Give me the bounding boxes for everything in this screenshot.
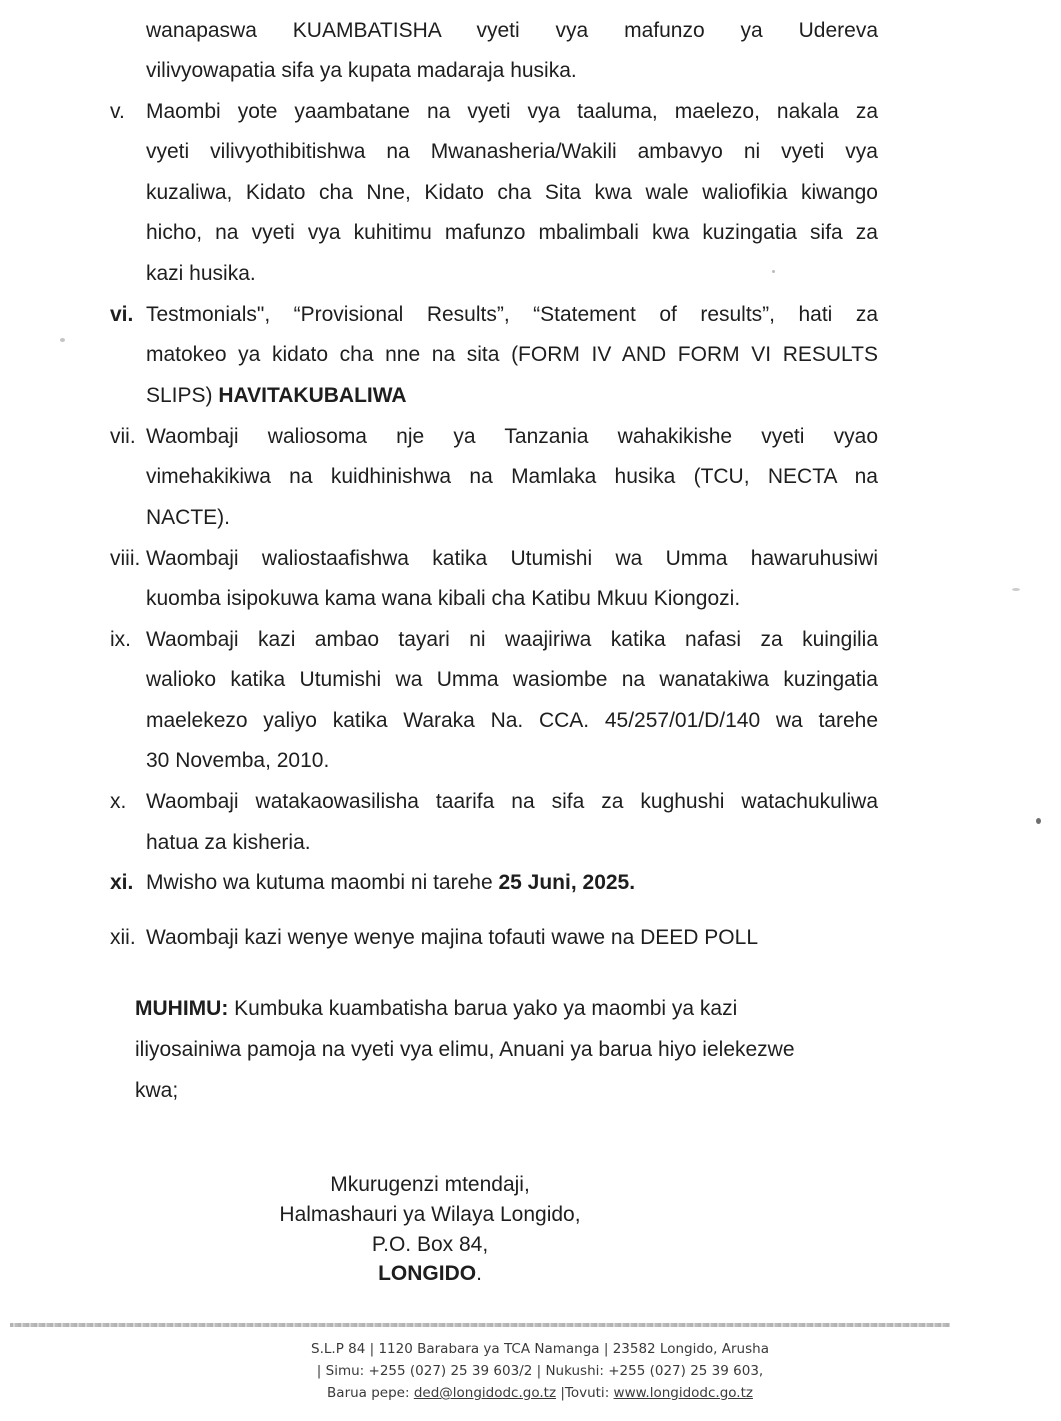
scan-speck — [1036, 818, 1041, 824]
item-iv-line-2: vilivyowapatia sifa ya kupata madaraja husika. — [146, 59, 577, 82]
address-line-3: P.O. Box 84, — [371, 1233, 489, 1256]
footer-email-link[interactable]: ded@longidodc.go.tz — [413, 1385, 557, 1401]
scan-speck — [1012, 588, 1020, 591]
item-vi-line-2: matokeo ya kidato cha nne na sita (FORM IV AND FORM VI RESULTS — [146, 343, 878, 366]
item-ix-line-4: 30 Novemba, 2010. — [146, 749, 330, 772]
item-vii-line-3: NACTE). — [146, 506, 230, 529]
item-viii-line-2: kuomba isipokuwa kama wana kibali cha Katibu Mkuu Kiongozi. — [146, 587, 741, 610]
note-label: MUHIMU: — [135, 997, 229, 1020]
scan-speck — [60, 338, 65, 342]
item-xi-numeral: xi. — [110, 871, 134, 894]
item-ix-line-2: walioko katika Utumishi wa Umma wasiombe na wanatakiwa kuzingatia — [146, 668, 878, 691]
item-viii-line-1: Waombaji waliostaafishwa katika Utumishi wa Umma hawaruhusiwi — [146, 547, 878, 570]
item-x-line-2: hatua za kisheria. — [146, 831, 311, 854]
item-v-line-4: hicho, na vyeti vya kuhitimu mafunzo mbalimbali kwa kuzingatia sifa za — [146, 221, 878, 244]
scan-speck — [772, 270, 775, 273]
footer-website-link[interactable]: www.longidodc.go.tz — [613, 1385, 753, 1401]
deadline-date: 25 Juni, 2025. — [498, 871, 636, 894]
note-line-3: kwa; — [135, 1079, 179, 1102]
note-text-1: Kumbuka kuambatisha barua yako ya maombi ya kazi — [228, 997, 738, 1020]
item-vii-line-2: vimehakikiwa na kuidhinishwa na Mamlaka husika (TCU, NECTA na — [146, 465, 878, 488]
item-v-line-1: Maombi yote yaambatane na vyeti vya taaluma, maelezo, nakala za — [146, 100, 878, 123]
item-vi-line-3-prefix: SLIPS) — [146, 384, 219, 407]
footer-divider — [10, 1323, 950, 1327]
address-town: LONGIDO — [378, 1262, 477, 1285]
address-line-1: Mkurugenzi mtendaji, — [330, 1173, 530, 1196]
address-line-4 — [200, 1261, 660, 1287]
item-v-line-5: kazi husika. — [146, 262, 256, 285]
item-v-line-3: kuzaliwa, Kidato cha Nne, Kidato cha Sita kwa wale waliofikia kiwango — [146, 181, 878, 204]
item-iv-line-1: wanapaswa KUAMBATISHA vyeti vya mafunzo ya Udereva — [146, 19, 878, 42]
footer-email-label: Barua pepe: — [327, 1385, 414, 1401]
item-ix-numeral: ix. — [110, 628, 131, 651]
item-v-numeral: v. — [110, 100, 125, 123]
address-town-tail: . — [476, 1262, 482, 1285]
note-line-1 — [135, 996, 737, 1022]
item-xi-text: Mwisho wa kutuma maombi ni tarehe — [146, 871, 499, 894]
item-x-numeral: x. — [110, 790, 127, 813]
address-line-2: Halmashauri ya Wilaya Longido, — [279, 1203, 581, 1226]
footer-phone: | Simu: +255 (027) 25 39 603/2 | Nukushi: +255 (027) 25 39 603, — [316, 1363, 764, 1379]
item-xii-line: Waombaji kazi wenye wenye majina tofauti wawe na DEED POLL — [146, 926, 759, 949]
item-xi-line — [146, 870, 635, 896]
item-vi-line-3 — [146, 383, 407, 409]
footer-web-label: |Tovuti: — [556, 1385, 614, 1401]
item-v-line-2: vyeti vilivyothibitishwa na Mwanasheria/Wakili ambavyo ni vyeti vya — [146, 140, 878, 163]
item-ix-line-3: maelekezo yaliyo katika Waraka Na. CCA. 45/257/01/D/140 wa tarehe — [146, 709, 878, 732]
item-vii-numeral: vii. — [110, 425, 136, 448]
item-viii-numeral: viii. — [110, 547, 141, 570]
item-vi-line-1: Testmonials", “Provisional Results”, “Statement of results”, hati za — [146, 303, 878, 326]
footer-contacts — [150, 1384, 930, 1402]
item-xii-numeral: xii. — [110, 926, 136, 949]
item-vi-emphasis: HAVITAKUBALIWA — [218, 384, 407, 407]
item-vi-numeral: vi. — [110, 303, 134, 326]
footer-address: S.L.P 84 | 1120 Barabara ya TCA Namanga | 23582 Longido, Arusha — [311, 1341, 769, 1357]
item-x-line-1: Waombaji watakaowasilisha taarifa na sifa za kughushi watachukuliwa — [146, 790, 878, 813]
item-ix-line-1: Waombaji kazi ambao tayari ni waajiriwa katika nafasi za kuingilia — [146, 628, 878, 651]
item-vii-line-1: Waombaji waliosoma nje ya Tanzania wahakikishe vyeti vyao — [146, 425, 878, 448]
note-line-2: iliyosainiwa pamoja na vyeti vya elimu, Anuani ya barua hiyo ielekezwe — [135, 1038, 795, 1061]
